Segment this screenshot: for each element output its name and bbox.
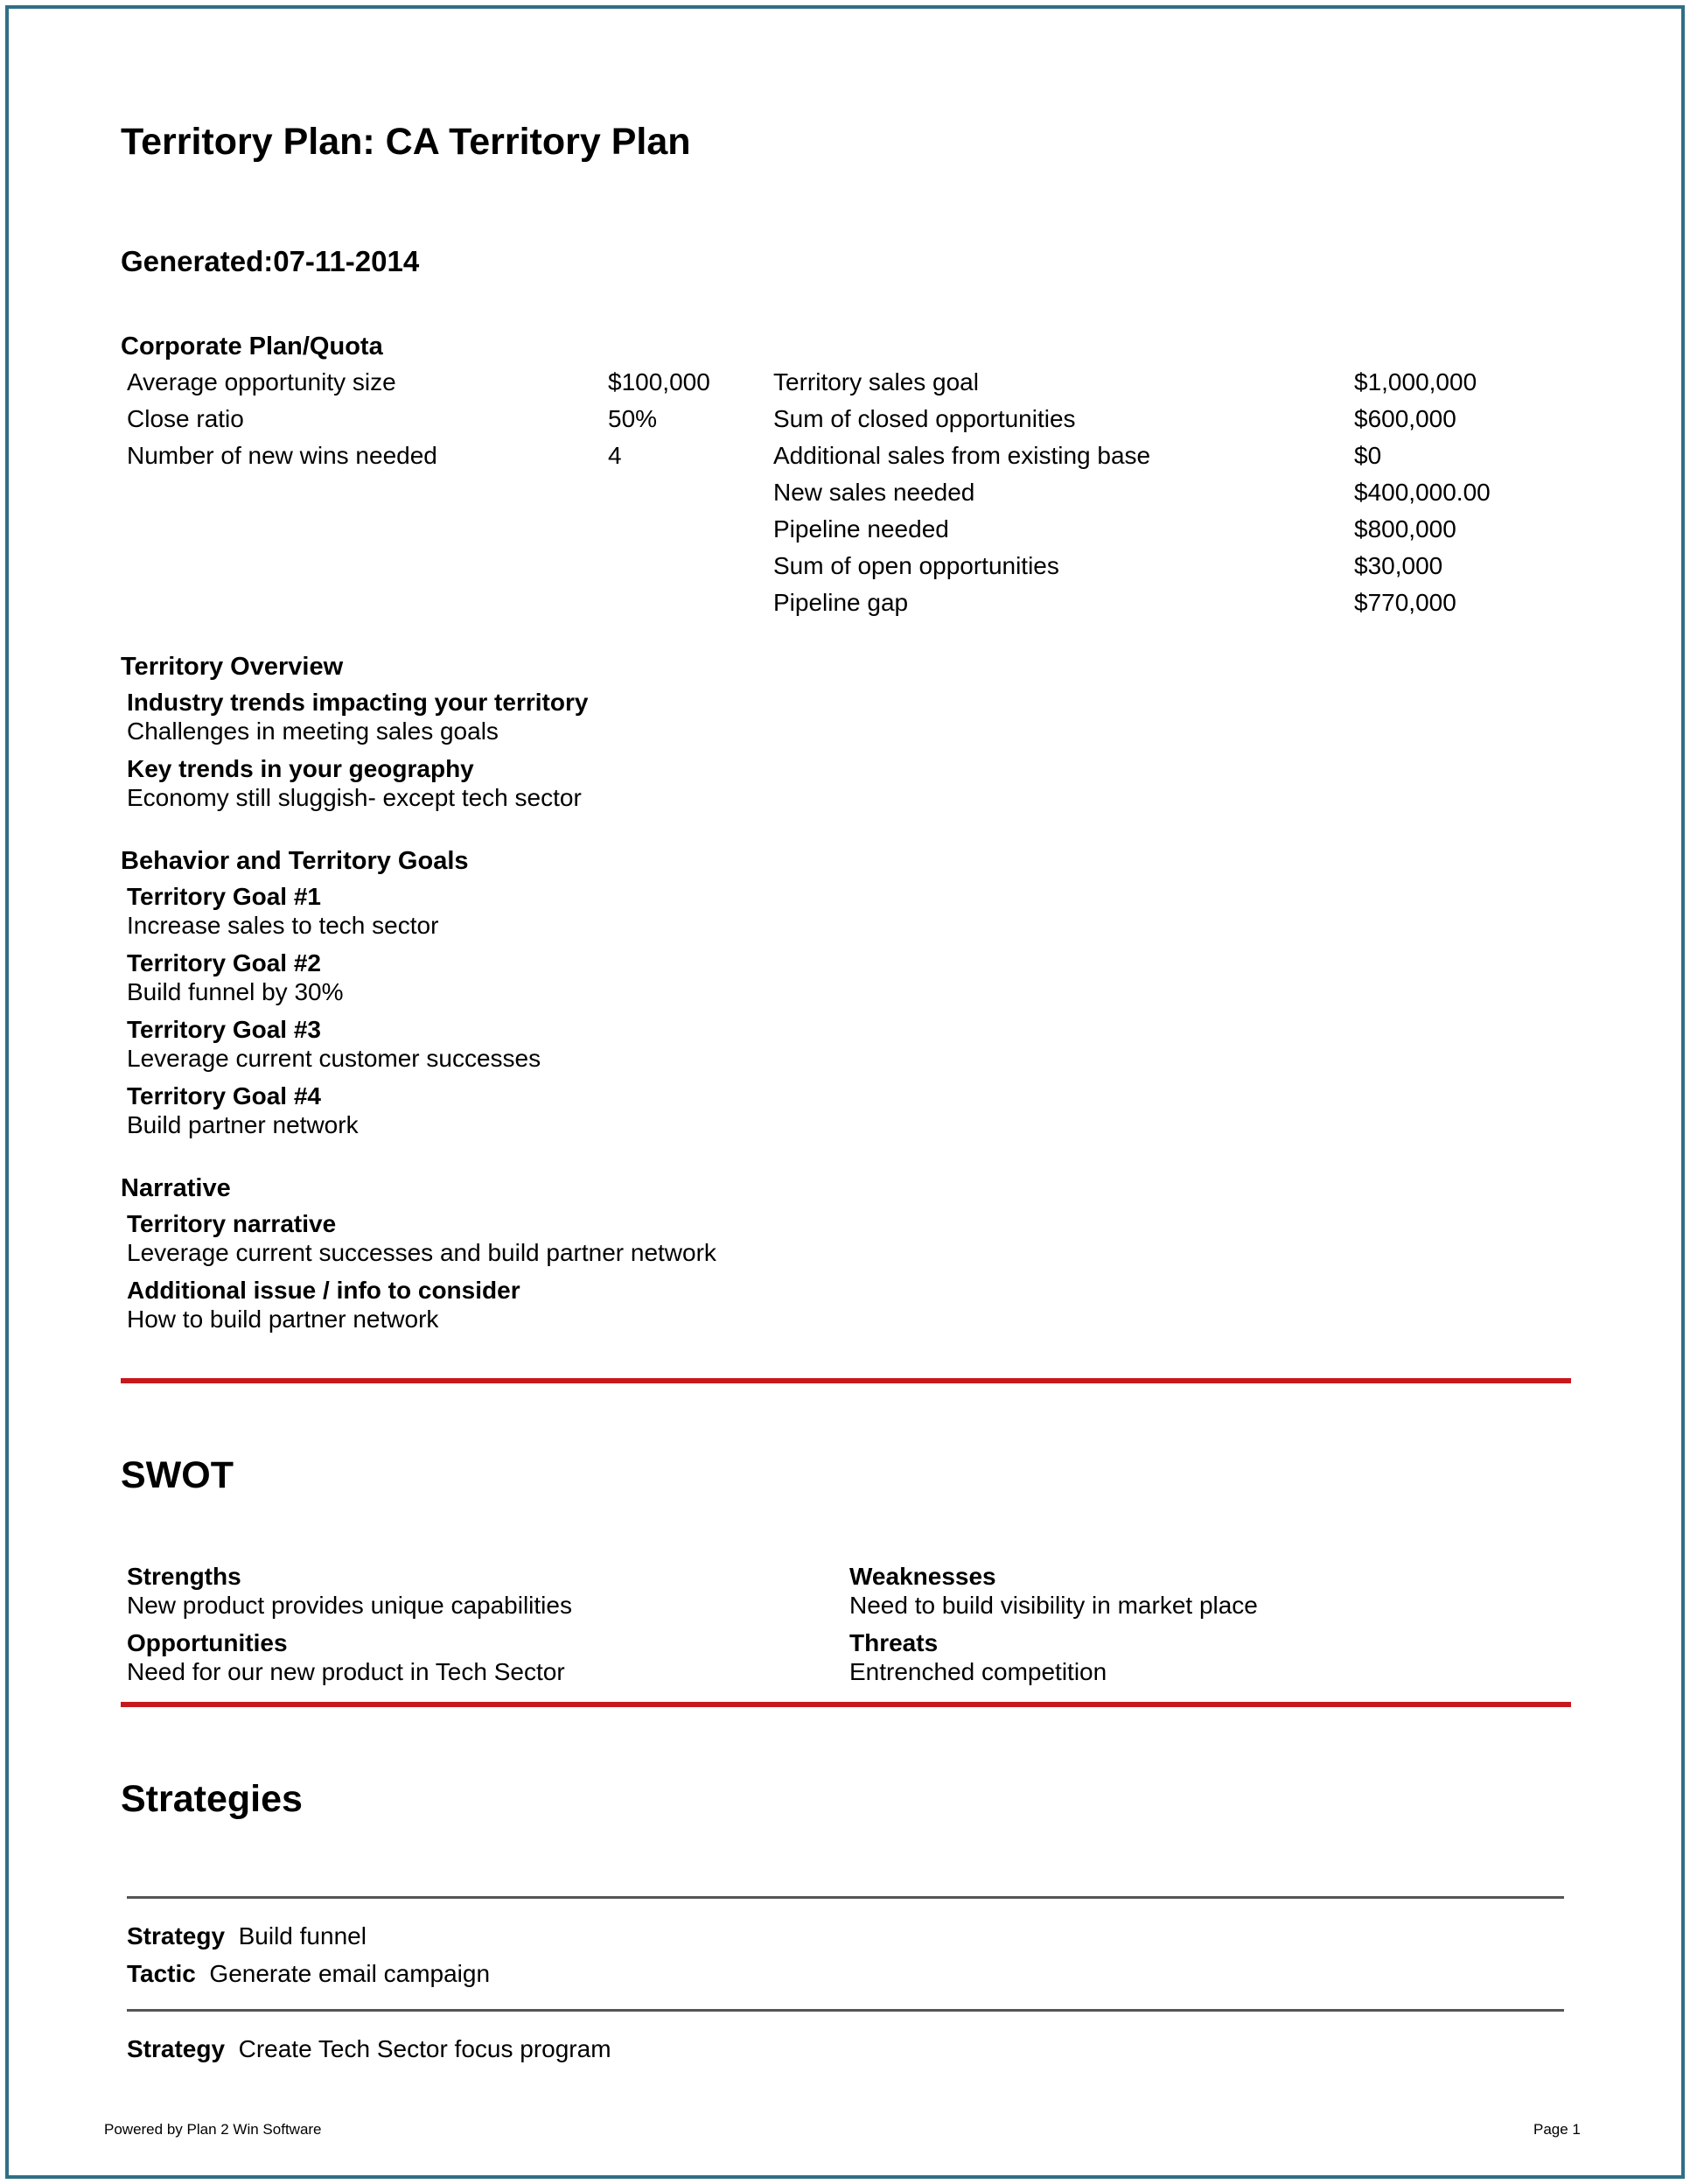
existing-base-value: $0 — [1354, 442, 1382, 469]
closed-opps-value: $600,000 — [1354, 405, 1456, 432]
swot-heading: SWOT — [121, 1454, 234, 1496]
geography-trends-text: Economy still sluggish- except tech sector — [127, 784, 582, 811]
avg-opportunity-value: $100,000 — [608, 368, 710, 396]
strategies-heading: Strategies — [121, 1778, 303, 1820]
open-opps-value: $30,000 — [1354, 552, 1443, 579]
strategy-text: Build funnel — [238, 1922, 367, 1950]
strengths-text: New product provides unique capabilities — [127, 1592, 572, 1619]
page-title: Territory Plan: CA Territory Plan — [121, 121, 691, 163]
strengths-label: Strengths — [127, 1563, 241, 1590]
weaknesses-label: Weaknesses — [849, 1563, 996, 1590]
pipeline-needed-value: $800,000 — [1354, 515, 1456, 542]
pipeline-gap-label: Pipeline gap — [773, 589, 909, 616]
industry-trends-text: Challenges in meeting sales goals — [127, 718, 499, 745]
goal-2-label: Territory Goal #2 — [127, 949, 322, 976]
additional-issue-label: Additional issue / info to consider — [127, 1277, 520, 1304]
territory-narrative-text: Leverage current successes and build partner network — [127, 1239, 716, 1266]
close-ratio-value: 50% — [608, 405, 658, 432]
corporate-plan-heading: Corporate Plan/Quota — [121, 332, 383, 360]
additional-issue-text: How to build partner network — [127, 1306, 439, 1333]
goal-3-text: Leverage current customer successes — [127, 1045, 541, 1072]
strategy-label: Strategy — [127, 2035, 226, 2062]
territory-overview-heading: Territory Overview — [121, 653, 344, 681]
geography-trends-label: Key trends in your geography — [127, 755, 474, 782]
section-divider — [121, 1378, 1571, 1383]
threats-text: Entrenched competition — [849, 1658, 1107, 1685]
avg-opportunity-label: Average opportunity size — [127, 368, 396, 396]
goal-3-label: Territory Goal #3 — [127, 1016, 322, 1043]
new-wins-value: 4 — [608, 442, 622, 469]
powered-by: Powered by Plan 2 Win Software — [104, 2121, 322, 2138]
threats-label: Threats — [849, 1629, 939, 1656]
tactic-label: Tactic — [127, 1960, 196, 1987]
opportunities-label: Opportunities — [127, 1629, 288, 1656]
goal-4-text: Build partner network — [127, 1111, 359, 1138]
goal-1-label: Territory Goal #1 — [127, 883, 322, 910]
strategy-row — [127, 2035, 611, 2063]
territory-narrative-label: Territory narrative — [127, 1210, 337, 1237]
strategy-divider — [127, 1896, 1564, 1899]
tactic-row — [127, 1960, 490, 1988]
page-number: Page 1 — [1533, 2121, 1581, 2138]
existing-base-label: Additional sales from existing base — [773, 442, 1151, 469]
goal-1-text: Increase sales to tech sector — [127, 912, 439, 939]
goal-2-text: Build funnel by 30% — [127, 978, 344, 1005]
narrative-heading: Narrative — [121, 1174, 231, 1202]
new-wins-label: Number of new wins needed — [127, 442, 437, 469]
goal-4-label: Territory Goal #4 — [127, 1082, 322, 1110]
closed-opps-label: Sum of closed opportunities — [773, 405, 1076, 432]
weaknesses-text: Need to build visibility in market place — [849, 1592, 1258, 1619]
strategy-text: Create Tech Sector focus program — [238, 2035, 611, 2062]
section-divider — [121, 1702, 1571, 1707]
sales-goal-value: $1,000,000 — [1354, 368, 1477, 396]
strategy-divider — [127, 2009, 1564, 2012]
opportunities-text: Need for our new product in Tech Sector — [127, 1658, 565, 1685]
tactic-text: Generate email campaign — [209, 1960, 491, 1987]
new-sales-label: New sales needed — [773, 479, 975, 506]
pipeline-gap-value: $770,000 — [1354, 589, 1456, 616]
sales-goal-label: Territory sales goal — [773, 368, 979, 396]
industry-trends-label: Industry trends impacting your territory — [127, 689, 589, 716]
new-sales-value: $400,000.00 — [1354, 479, 1491, 506]
strategy-label: Strategy — [127, 1922, 226, 1950]
goals-heading: Behavior and Territory Goals — [121, 847, 469, 875]
strategy-row — [127, 1922, 367, 1950]
generated-date: Generated:07-11-2014 — [121, 245, 420, 277]
close-ratio-label: Close ratio — [127, 405, 244, 432]
open-opps-label: Sum of open opportunities — [773, 552, 1059, 579]
pipeline-needed-label: Pipeline needed — [773, 515, 949, 542]
